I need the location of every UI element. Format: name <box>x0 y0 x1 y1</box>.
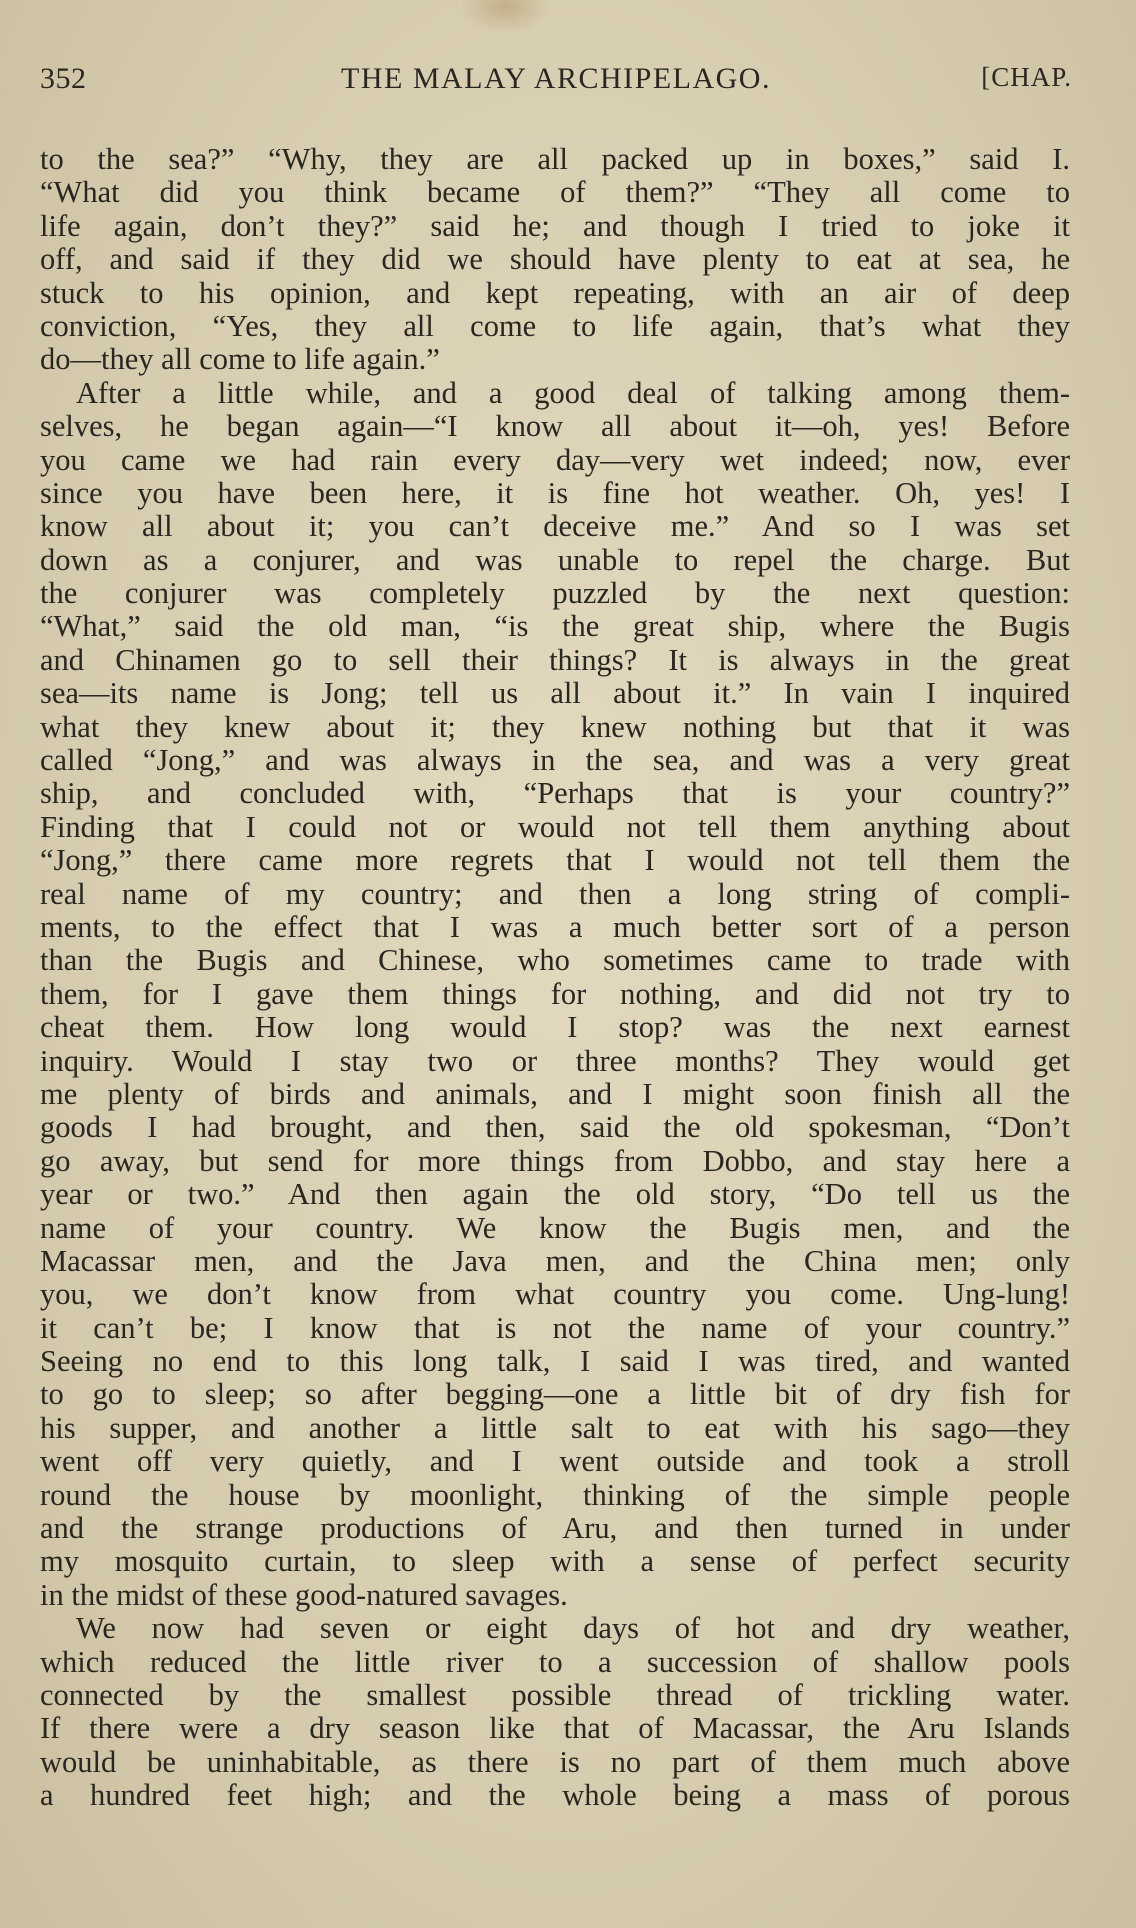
text-line: which reduced the little river to a succession of shallow pools <box>40 1644 1070 1679</box>
text-line: ments, to the effect that I was a much better sort of a person <box>40 909 1070 944</box>
text-line: Seeing no end to this long talk, I said I was tired, and wanted <box>40 1344 1070 1379</box>
text-line: “What did you think became of them?” “They all come to <box>40 175 1070 210</box>
text-line: “Jong,” there came more regrets that I would not tell them the <box>40 843 1070 878</box>
text-line: know all about it; you can’t deceive me.” And so I was set <box>40 509 1070 544</box>
text-line: his supper, and another a little salt to eat with his sago—they <box>40 1410 1070 1445</box>
text-line: them, for I gave them things for nothing, and did not try to <box>40 976 1070 1011</box>
paper-stain <box>460 0 550 34</box>
text-line: inquiry. Would I stay two or three months? They would get <box>40 1043 1070 1078</box>
text-line: Macassar men, and the Java men, and the China men; only <box>40 1243 1070 1278</box>
text-line: in the midst of these good-natured savages. <box>40 1577 568 1612</box>
text-line: life again, don’t they?” said he; and though I tried to joke it <box>40 208 1070 243</box>
text-line: went off very quietly, and I went outside and took a stroll <box>40 1444 1070 1479</box>
text-line: We now had seven or eight days of hot and dry weather, <box>76 1611 1070 1646</box>
text-line: “What,” said the old man, “is the great ship, where the Bugis <box>40 609 1070 644</box>
text-line: my mosquito curtain, to sleep with a sense of perfect security <box>40 1544 1070 1579</box>
running-title: THE MALAY ARCHIPELAGO. <box>341 62 771 95</box>
text-line: real name of my country; and then a long string of compli- <box>40 876 1070 911</box>
text-line: called “Jong,” and was always in the sea, and was a very great <box>40 743 1070 778</box>
text-line: the conjurer was completely puzzled by the next question: <box>40 576 1070 611</box>
text-line: round the house by moonlight, thinking of the simple people <box>40 1477 1070 1512</box>
text-line: If there were a dry season like that of Macassar, the Aru Islands <box>40 1711 1070 1746</box>
text-line: to the sea?” “Why, they are all packed up in boxes,” said I. <box>40 142 1070 176</box>
text-line: Finding that I could not or would not tell them anything about <box>40 809 1070 844</box>
text-line: After a little while, and a good deal of talking among them- <box>76 375 1070 410</box>
text-line: a hundred feet high; and the whole being a mass of porous <box>40 1778 1070 1813</box>
text-line: would be uninhabitable, as there is no part of them much above <box>40 1744 1070 1779</box>
text-line: name of your country. We know the Bugis men, and the <box>40 1210 1070 1245</box>
text-line: goods I had brought, and then, said the old spokesman, “Don’t <box>40 1110 1070 1145</box>
chapter-marker: [CHAP. <box>981 62 1072 92</box>
text-line: do—they all come to life again.” <box>40 342 440 377</box>
text-line: you, we don’t know from what country you come. Ung-lung! <box>40 1277 1070 1312</box>
body-text <box>40 143 1070 1813</box>
text-line: ship, and concluded with, “Perhaps that is your country?” <box>40 776 1070 811</box>
page-number: 352 <box>40 62 87 95</box>
text-line: go away, but send for more things from Dobbo, and stay here a <box>40 1143 1070 1178</box>
text-line: me plenty of birds and animals, and I might soon finish all the <box>40 1076 1070 1111</box>
text-line: it can’t be; I know that is not the name of your country.” <box>40 1310 1070 1345</box>
text-line: and the strange productions of Aru, and then turned in under <box>40 1511 1070 1546</box>
text-line: to go to sleep; so after begging—one a little bit of dry fish for <box>40 1377 1070 1412</box>
text-line: conviction, “Yes, they all come to life again, that’s what they <box>40 308 1070 343</box>
text-line: since you have been here, it is fine hot weather. Oh, yes! I <box>40 475 1070 510</box>
text-line: stuck to his opinion, and kept repeating, with an air of deep <box>40 275 1070 310</box>
text-line: off, and said if they did we should have plenty to eat at sea, he <box>40 242 1070 277</box>
text-line: you came we had rain every day—very wet indeed; now, ever <box>40 442 1070 477</box>
text-line: sea—its name is Jong; tell us all about it.” In vain I inquired <box>40 676 1070 711</box>
text-line: year or two.” And then again the old story, “Do tell us the <box>40 1177 1070 1212</box>
text-line: selves, he began again—“I know all about it—oh, yes! Before <box>40 409 1070 444</box>
text-line: down as a conjurer, and was unable to repel the charge. But <box>40 542 1070 577</box>
text-line: connected by the smallest possible thread of trickling water. <box>40 1677 1070 1712</box>
text-line: what they knew about it; they knew nothing but that it was <box>40 709 1070 744</box>
text-line: and Chinamen go to sell their things? It is always in the great <box>40 642 1070 677</box>
text-line: cheat them. How long would I stop? was the next earnest <box>40 1010 1070 1045</box>
running-header <box>40 62 1072 102</box>
text-line: than the Bugis and Chinese, who sometimes came to trade with <box>40 943 1070 978</box>
